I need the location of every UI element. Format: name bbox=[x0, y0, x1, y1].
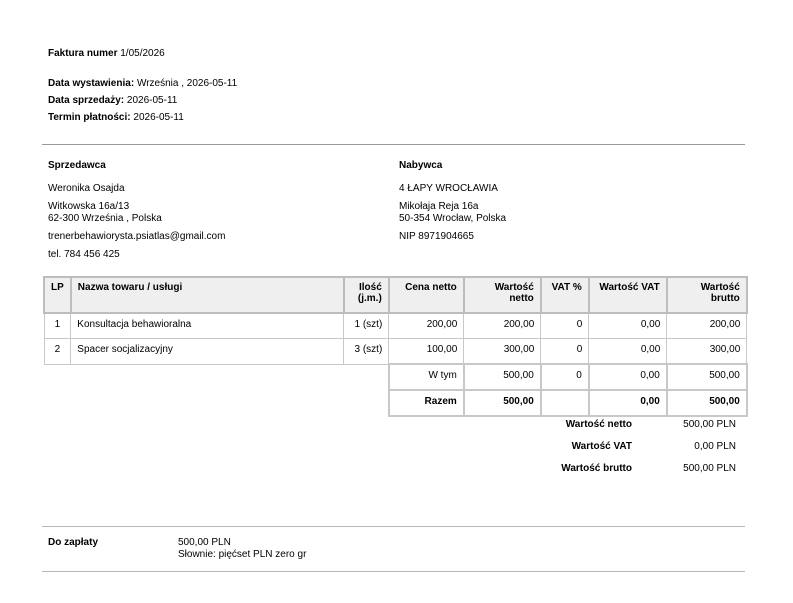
row-price: 100,00 bbox=[389, 339, 464, 365]
due-date-label: Termin płatności: bbox=[48, 112, 131, 123]
buyer-name: 4 ŁAPY WROCŁAWIA bbox=[399, 183, 498, 194]
header-divider bbox=[42, 144, 745, 145]
col-qty-unit-label: (j.m.) bbox=[357, 293, 382, 304]
summary-gross-value: 500,00 PLN bbox=[683, 463, 736, 474]
buyer-street: Mikołaja Reja 16a bbox=[399, 201, 479, 212]
seller-phone: tel. 784 456 425 bbox=[48, 249, 120, 260]
total-vat bbox=[541, 390, 589, 416]
col-qty-label: Ilość bbox=[358, 282, 382, 293]
col-name-label: Nazwa towaru / usługi bbox=[77, 282, 183, 293]
row-vat-value: 0,00 bbox=[589, 339, 667, 365]
payment-words: Słownie: pięćset PLN zero gr bbox=[178, 549, 307, 560]
summary-net-label: Wartość netto bbox=[565, 419, 632, 430]
table-row bbox=[44, 339, 747, 365]
due-date-value: 2026-05-11 bbox=[133, 112, 184, 123]
row-net: 200,00 bbox=[464, 313, 541, 339]
issue-date-label: Data wystawienia: bbox=[48, 78, 135, 89]
subtotal-vat: 0 bbox=[541, 364, 589, 390]
sale-date-value: 2026-05-11 bbox=[126, 95, 178, 106]
subtotal-row bbox=[44, 364, 747, 390]
due-date-row bbox=[48, 112, 184, 123]
buyer-city: 50-354 Wrocław, Polska bbox=[399, 213, 507, 224]
row-name: Spacer socjalizacyjny bbox=[71, 339, 344, 365]
seller-heading: Sprzedawca bbox=[48, 160, 106, 171]
sale-date-label: Data sprzedaży: bbox=[48, 95, 125, 106]
row-qty: 3 (szt) bbox=[344, 339, 389, 365]
col-gross-label-2: brutto bbox=[710, 293, 740, 304]
issue-date-row bbox=[48, 78, 237, 89]
subtotal-gross: 500,00 bbox=[667, 364, 747, 390]
col-vat-value bbox=[589, 277, 667, 313]
row-vat: 0 bbox=[541, 339, 589, 365]
buyer-heading: Nabywca bbox=[399, 160, 443, 171]
row-name: Konsultacja behawioralna bbox=[71, 313, 344, 339]
table-header-row bbox=[44, 277, 747, 313]
seller-email[interactable]: trenerbehawiorysta.psiatlas@gmail.com bbox=[48, 231, 226, 242]
subtotal-label: W tym bbox=[389, 364, 464, 390]
table-row bbox=[44, 313, 747, 339]
row-price: 200,00 bbox=[389, 313, 464, 339]
col-price-label: Cena netto bbox=[405, 282, 457, 293]
row-lp: 1 bbox=[44, 313, 71, 339]
payment-top-divider bbox=[42, 526, 745, 527]
issue-date-value: Września , 2026-05-11 bbox=[136, 78, 238, 89]
col-name bbox=[71, 277, 344, 313]
payment-bottom-divider bbox=[42, 571, 745, 572]
summary-vat-value: 0,00 PLN bbox=[694, 441, 736, 452]
col-vat-label: VAT % bbox=[551, 282, 582, 293]
col-gross bbox=[667, 277, 747, 313]
payment-amount: 500,00 PLN bbox=[178, 537, 231, 548]
col-net-label-2: netto bbox=[509, 293, 534, 304]
total-net: 500,00 bbox=[464, 390, 541, 416]
total-row bbox=[44, 390, 747, 416]
row-gross: 200,00 bbox=[667, 313, 747, 339]
col-qty bbox=[344, 277, 389, 313]
subtotal-net: 500,00 bbox=[464, 364, 541, 390]
row-lp: 2 bbox=[44, 339, 71, 365]
summary-vat-label: Wartość VAT bbox=[571, 441, 632, 452]
col-net bbox=[464, 277, 541, 313]
total-vat-value: 0,00 bbox=[589, 390, 667, 416]
row-vat-value: 0,00 bbox=[589, 313, 667, 339]
row-qty: 1 (szt) bbox=[344, 313, 389, 339]
payment-label: Do zapłaty bbox=[48, 537, 99, 548]
col-vat bbox=[541, 277, 589, 313]
sale-date-row bbox=[48, 95, 177, 106]
row-gross: 300,00 bbox=[667, 339, 747, 365]
col-lp bbox=[44, 277, 71, 313]
total-spacer bbox=[44, 390, 389, 416]
total-gross: 500,00 bbox=[667, 390, 747, 416]
col-price bbox=[389, 277, 464, 313]
seller-street: Witkowska 16a/13 bbox=[48, 201, 130, 212]
subtotal-vat-value: 0,00 bbox=[589, 364, 667, 390]
seller-name: Weronika Osajda bbox=[48, 183, 125, 194]
row-vat: 0 bbox=[541, 313, 589, 339]
invoice-title bbox=[48, 48, 165, 59]
invoice-number-label: Faktura numer bbox=[48, 48, 118, 59]
summary-gross-label: Wartość brutto bbox=[561, 463, 632, 474]
total-label: Razem bbox=[389, 390, 464, 416]
invoice-number: 1/05/2026 bbox=[120, 48, 165, 59]
row-net: 300,00 bbox=[464, 339, 541, 365]
col-lp-label: LP bbox=[51, 282, 64, 293]
items-table bbox=[43, 276, 748, 417]
seller-city: 62-300 Września , Polska bbox=[48, 213, 162, 224]
subtotal-spacer bbox=[44, 364, 389, 390]
col-net-label: Wartość bbox=[494, 282, 534, 293]
buyer-nip: NIP 8971904665 bbox=[399, 231, 474, 242]
summary-net-value: 500,00 PLN bbox=[683, 419, 736, 430]
col-gross-label: Wartość bbox=[700, 282, 740, 293]
col-vat-value-label: Wartość VAT bbox=[599, 282, 660, 293]
